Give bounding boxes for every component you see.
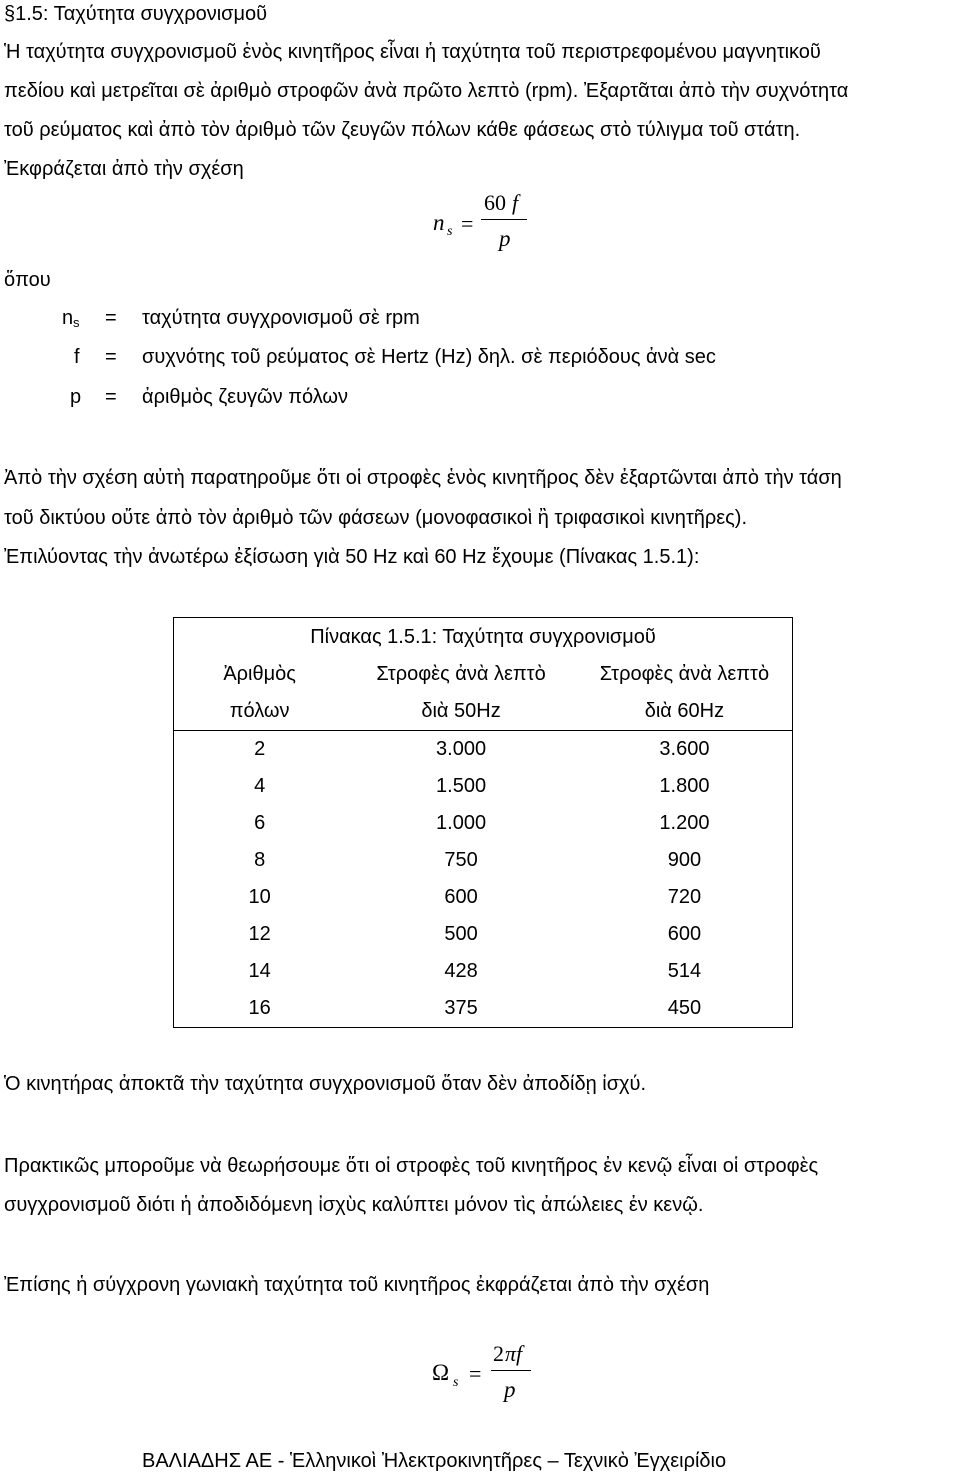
formula2-denominator: p [504, 1377, 516, 1402]
table-header-cell: Ἀριθμὸς [223, 663, 296, 685]
formula2-numerator-var: πf [505, 1341, 523, 1366]
formula1-denominator: p [499, 226, 511, 251]
table-row [174, 953, 793, 990]
table-cell: 375 [444, 997, 478, 1019]
table-cell: 1.500 [436, 775, 487, 797]
paragraph-line: Ἐπιλύοντας τὴν ἀνωτέρω ἐξίσωση γιὰ 50 Hz καὶ 60 Hz ἔχουμε (Πίνακας 1.5.1): [4, 546, 700, 568]
table-header-row [174, 693, 793, 731]
paragraph-line: Πρακτικῶς μποροῦμε νὰ θεωρήσουμε ὅτι οἱ στροφὲς τοῦ κινητῆρος ἐν κενῷ εἶναι οἱ στροφὲς [4, 1155, 819, 1177]
table-row [174, 990, 793, 1028]
table-row [174, 916, 793, 953]
formula2-numerator: 2 [493, 1341, 504, 1366]
where-label: ὅπου [4, 269, 51, 291]
formula2-equals: = [469, 1361, 482, 1386]
intro-line: Ἡ ταχύτητα συγχρονισμοῦ ἑνὸς κινητῆρος εἶναι ἡ ταχύτητα τοῦ περιστρεφομένου μαγνητικοῦ [4, 41, 821, 63]
definition-symbol: p [70, 386, 82, 408]
table-cell: 8 [254, 849, 266, 871]
table-cell: 6 [254, 812, 266, 834]
synchronous-speed-table [173, 617, 793, 1028]
formula2-lhs: Ω [432, 1360, 450, 1385]
definition-equals: = [105, 346, 117, 368]
table-cell: 600 [444, 886, 478, 908]
table-caption: Πίνακας 1.5.1: Ταχύτητα συγχρονισμοῦ [310, 625, 656, 648]
table-header-cell: Στροφὲς ἀνὰ λεπτὸ [599, 663, 770, 685]
table-cell: 16 [248, 997, 271, 1019]
formula2-fraction-bar [491, 1370, 531, 1371]
table-cell: 750 [444, 849, 478, 871]
table-cell: 900 [667, 849, 702, 871]
intro-line: Ἐκφράζεται ἀπὸ τὴν σχέση [4, 158, 244, 180]
formula1-equals: = [461, 211, 474, 236]
table-header-row [174, 656, 793, 693]
definition-equals: = [105, 386, 117, 408]
table-cell: 720 [667, 886, 702, 908]
table-cell: 1.200 [659, 812, 710, 834]
paragraph-line: τοῦ δικτύου οὔτε ἀπὸ τὸν ἀριθμὸ τῶν φάσεων (μονοφασικοὶ ἢ τριφασικοὶ κινητῆρες). [4, 507, 748, 529]
table-cell: 600 [667, 923, 702, 945]
table-row [174, 805, 793, 842]
formula2-lhs-sub: s [453, 1375, 459, 1390]
table-row [174, 731, 793, 769]
table-header-cell: Στροφὲς ἀνὰ λεπτὸ [376, 663, 546, 685]
formula1-fraction-bar [481, 219, 527, 220]
table-row [174, 842, 793, 879]
paragraph-no-load: Ὁ κινητήρας ἀποκτᾶ τὴν ταχύτητα συγχρονισμοῦ ὅταν δὲν ἀποδίδῃ ἰσχύ. [4, 1073, 647, 1095]
definition-symbol: n [62, 307, 74, 329]
definition-symbol: f [74, 346, 80, 368]
paragraph-line: συγχρονισμοῦ διότι ἡ ἀποδιδόμενη ἰσχὺς καλύπτει μόνον τὶς ἀπώλειες ἐν κενῷ. [4, 1194, 704, 1216]
table-cell: 4 [254, 775, 266, 797]
page-footer: ΒΑΛΙΑΔΗΣ ΑΕ - Ἑλληνικοὶ Ἠλεκτροκινητῆρες – Τεχνικὸ Ἐγχειρίδιο [142, 1450, 727, 1472]
paragraph-angular: Ἐπίσης ἡ σύγχρονη γωνιακὴ ταχύτητα τοῦ κινητῆρος ἐκφράζεται ἀπὸ τὴν σχέση [4, 1274, 710, 1296]
table-header-cell: διὰ 60Hz [577, 693, 793, 731]
table-cell: 14 [248, 960, 271, 982]
table-cell: 450 [667, 997, 702, 1019]
table-cell: 2 [254, 738, 266, 760]
table-header-cell: πόλων [174, 693, 346, 731]
table-caption-row [174, 618, 793, 657]
formula1-lhs-sub: s [447, 224, 453, 239]
table-row [174, 768, 793, 805]
definition-text: ἀριθμὸς ζευγῶν πόλων [142, 386, 349, 408]
definition-text: ταχύτητα συγχρονισμοῦ σὲ rpm [142, 307, 420, 329]
table-cell: 12 [248, 923, 271, 945]
definition-equals: = [105, 307, 117, 329]
table-header-cell: διὰ 50Hz [345, 693, 577, 731]
formula1-lhs: n [433, 210, 445, 235]
table-cell: 10 [248, 886, 271, 908]
intro-line: πεδίου καὶ μετρεῖται σὲ ἀριθμὸ στροφῶν ἀνὰ πρῶτο λεπτὸ (rpm). Ἐξαρτᾶται ἀπὸ τὴν συχνότητα [4, 80, 849, 102]
table-cell: 3.000 [436, 738, 487, 760]
intro-line: τοῦ ρεύματος καὶ ἀπὸ τὸν ἀριθμὸ τῶν ζευγῶν πόλων κάθε φάσεως στὸ τύλιγμα τοῦ στάτη. [4, 119, 801, 141]
table-row [174, 879, 793, 916]
table-cell: 500 [444, 923, 478, 945]
table-cell: 3.600 [659, 738, 710, 760]
formula1-numerator-var: f [512, 190, 519, 215]
definition-symbol-sub: s [73, 315, 80, 330]
table-cell: 1.000 [436, 812, 487, 834]
table-cell: 1.800 [659, 775, 710, 797]
table-cell: 514 [667, 960, 702, 982]
section-heading: §1.5: Ταχύτητα συγχρονισμοῦ [4, 3, 268, 25]
definition-text: συχνότης τοῦ ρεύματος σὲ Hertz (Hz) δηλ. σὲ περιόδους ἀνὰ sec [142, 346, 716, 368]
paragraph-line: Ἀπὸ τὴν σχέση αὐτὴ παρατηροῦμε ὅτι οἱ στροφὲς ἑνὸς κινητῆρος δὲν ἐξαρτῶνται ἀπὸ τὴν τάση [4, 467, 842, 489]
table-cell: 428 [444, 960, 478, 982]
formula1-numerator: 60 [484, 190, 506, 215]
